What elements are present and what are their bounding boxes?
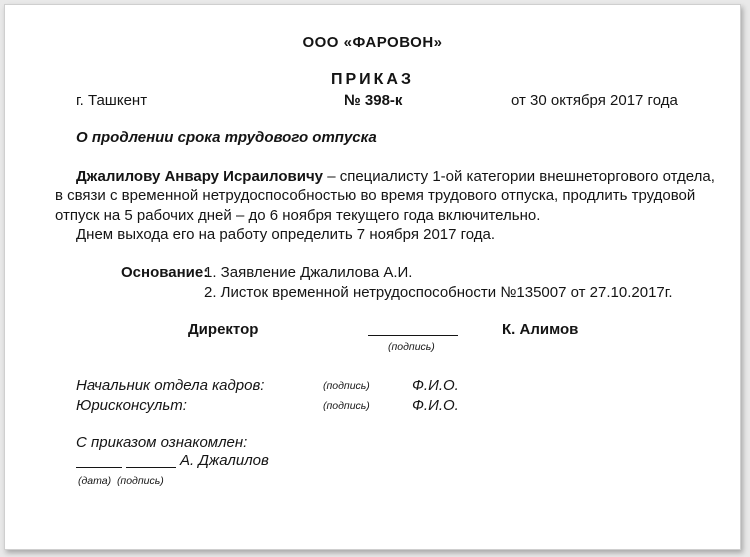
- body-line-1: [76, 168, 715, 186]
- basis-item-1: 1. Заявление Джалилова А.И.: [204, 264, 413, 281]
- body-line-3: отпуск на 5 рабочих дней – до 6 ноября текущего года включительно.: [55, 207, 541, 224]
- signature-line: [126, 467, 176, 468]
- city: г. Ташкент: [76, 92, 148, 109]
- acknowledged-label: С приказом ознакомлен:: [76, 434, 248, 451]
- basis-item-2: 2. Листок временной нетрудоспособности №135007 от 27.10.2017г.: [204, 284, 673, 301]
- body-line-4: Днем выхода его на работу определить 7 ноября 2017 года.: [76, 226, 496, 243]
- director-role: Директор: [188, 321, 259, 338]
- body-line-2: в связи с временной нетрудоспособностью во время трудового отпуска, продлить трудовой: [55, 187, 696, 204]
- order-date: от 30 октября 2017 года: [511, 92, 678, 109]
- acknowledged-name: А. Джалилов: [180, 452, 269, 469]
- legal-name: Ф.И.О.: [412, 397, 459, 414]
- hr-head-signature-caption: (подпись): [323, 380, 370, 392]
- hr-head-role: Начальник отдела кадров:: [76, 377, 265, 394]
- order-number: № 398-к: [344, 92, 403, 109]
- basis-label: Основание:: [121, 264, 209, 281]
- order-subject: О продлении срока трудового отпуска: [76, 129, 377, 146]
- document-title: ПРИКАЗ: [330, 71, 414, 88]
- order-document: [4, 4, 741, 550]
- director-name: К. Алимов: [502, 321, 579, 338]
- director-signature-caption: (подпись): [388, 341, 435, 353]
- acknowledged-captions: (дата) (подпись): [78, 475, 164, 487]
- legal-signature-caption: (подпись): [323, 400, 370, 412]
- legal-role: Юрисконсульт:: [76, 397, 187, 414]
- employee-name: Джалилову Анвару Исраиловичу: [76, 168, 324, 185]
- hr-head-name: Ф.И.О.: [412, 377, 459, 394]
- company-name: ООО «ФАРОВОН»: [302, 34, 443, 51]
- director-signature-line: [368, 335, 458, 336]
- date-line: [76, 467, 122, 468]
- body-line-1-text: – специалисту 1-ой категории внешнеторгового отдела,: [323, 168, 715, 185]
